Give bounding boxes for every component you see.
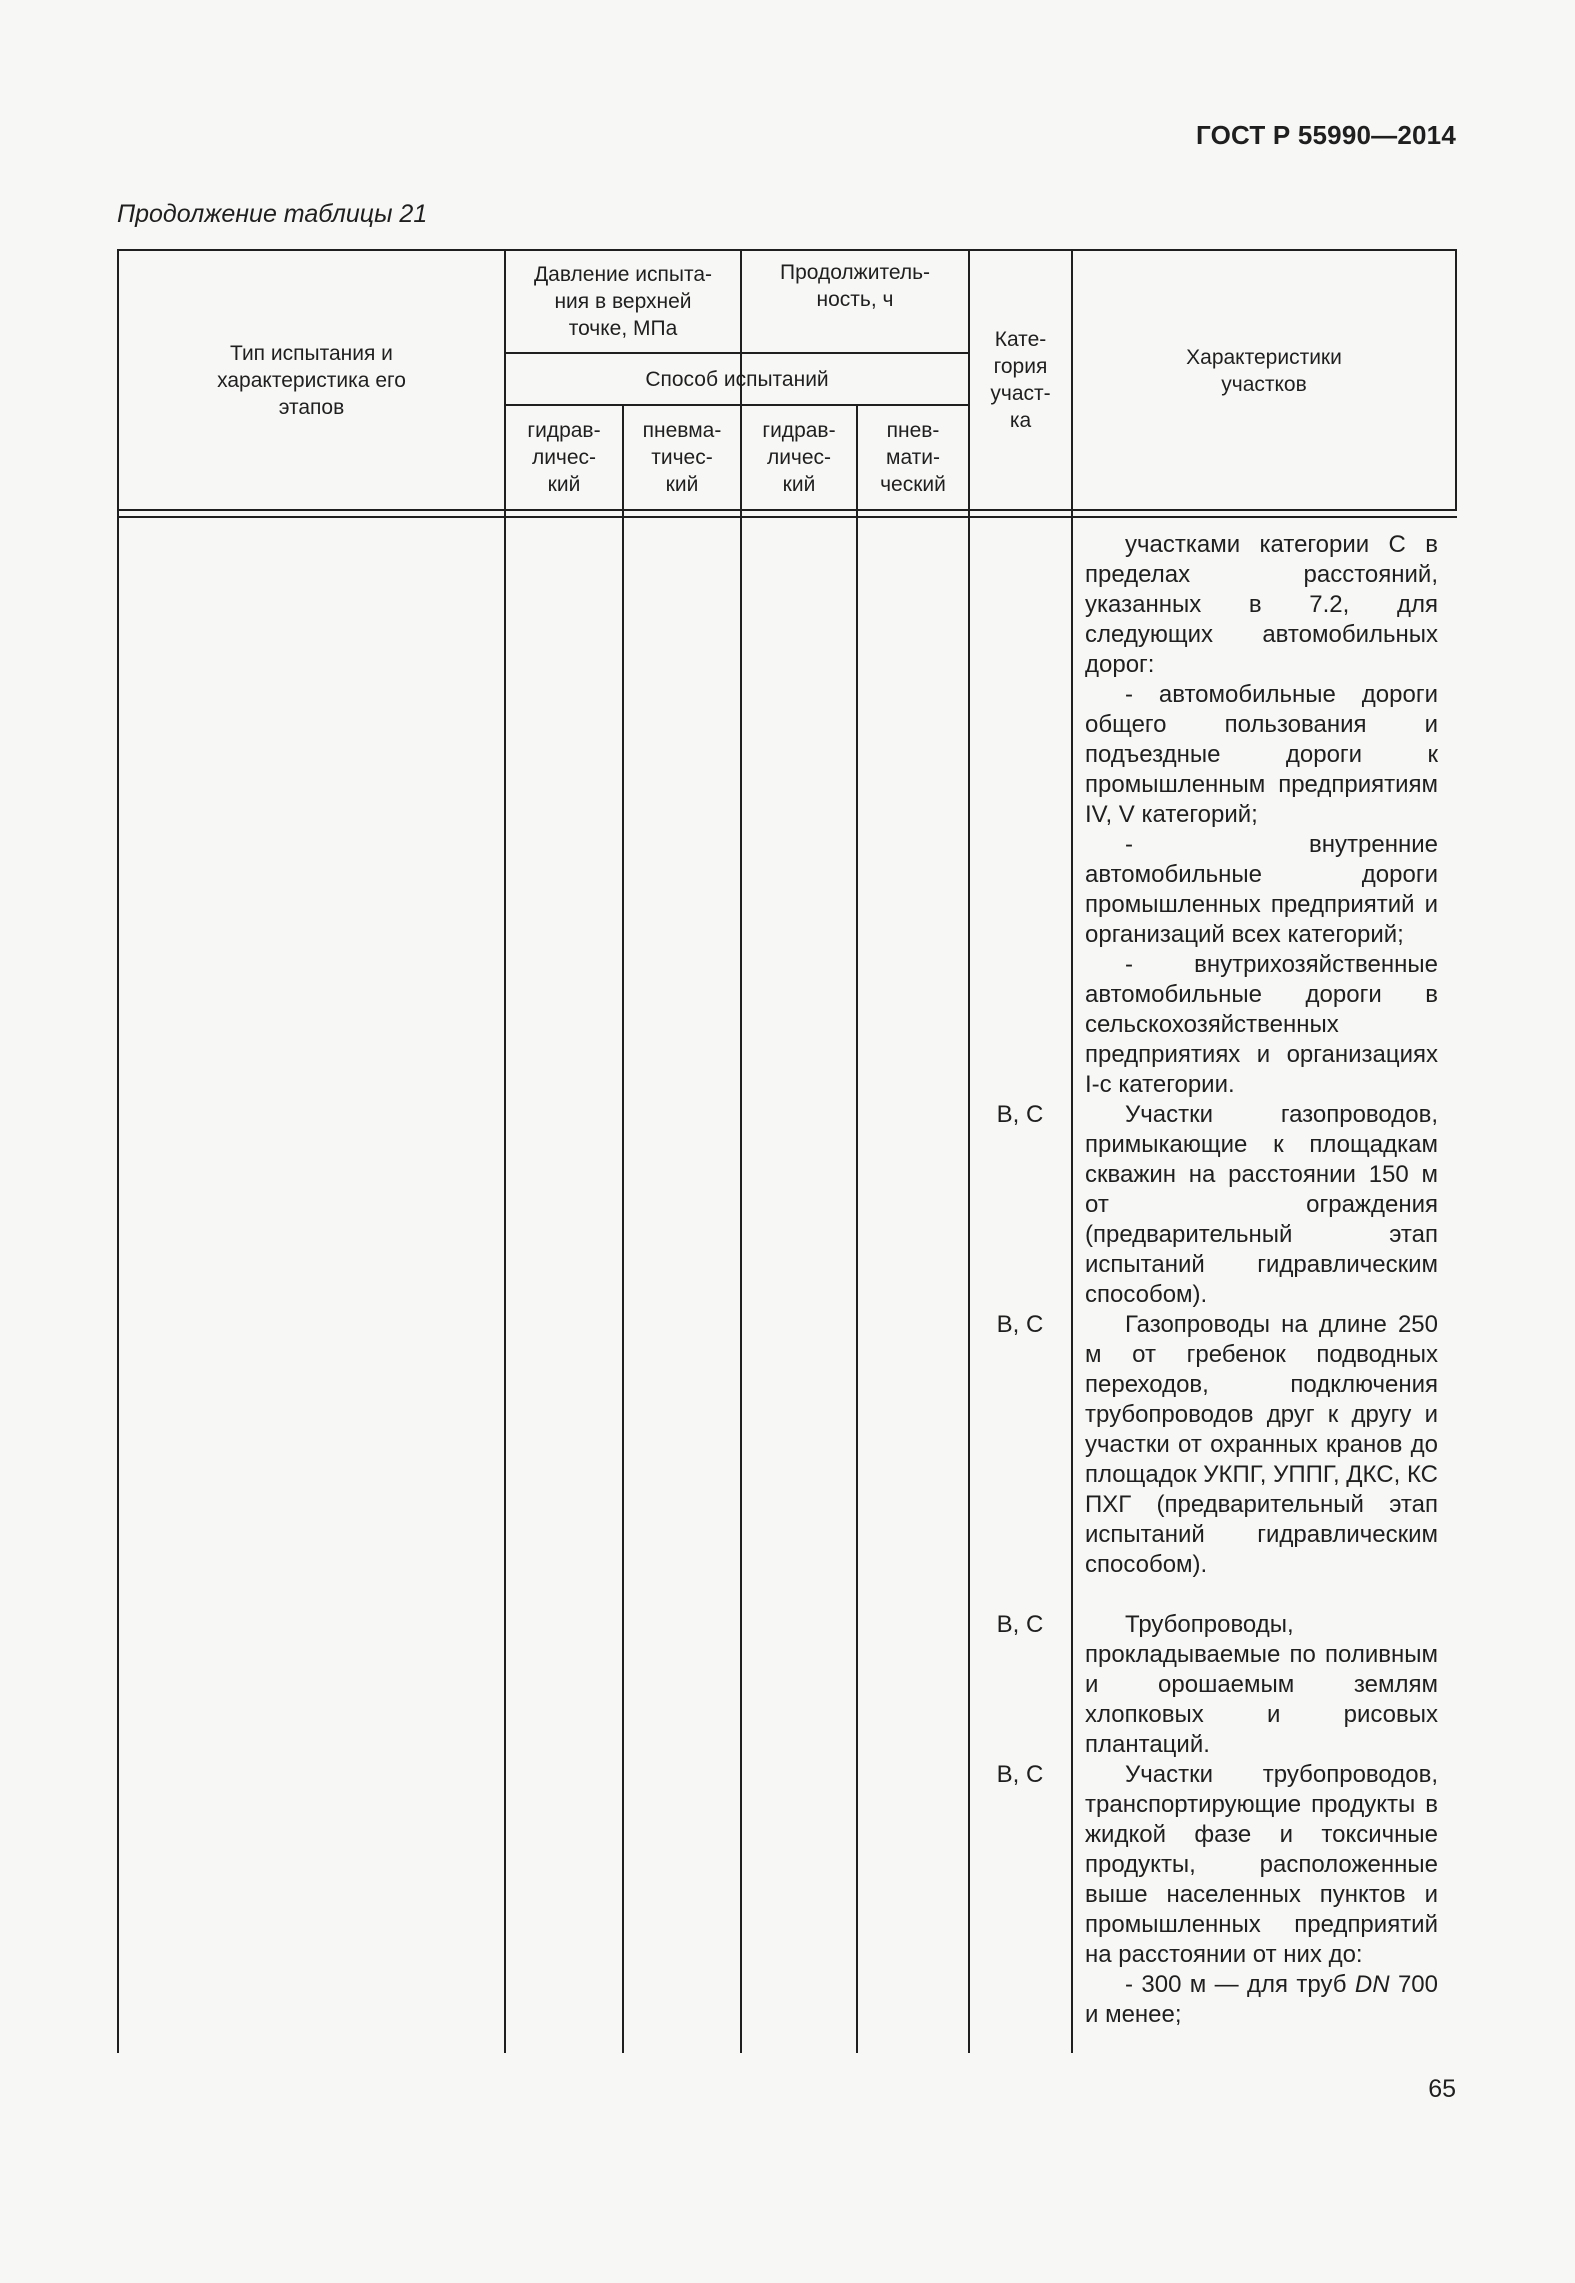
page-number: 65 — [1428, 2075, 1456, 2103]
paragraph: Участки газопроводов, примыкающие к площадкам скважин на расстоянии 150 м от ограждения (предварительный этап испытаний гидравлическим способом). — [1085, 1101, 1438, 1308]
header-hydraulic-duration: гидрав- личес- кий — [762, 419, 836, 496]
list-item: - внутренние автомобильные дороги промышленных предприятий и организаций всех категорий; — [1085, 831, 1438, 948]
header-bottom-border-1 — [117, 509, 1457, 511]
header-pressure: Давление испыта- ния в верхней точке, МПа — [533, 263, 713, 340]
list-item: - внутрихозяйственные автомобильные дороги в сельскохозяйственных предприятиях и организациях I-с категории. — [1085, 951, 1438, 1098]
table-row-category: В, С — [996, 1611, 1044, 1638]
table-row-characteristics — [1085, 1760, 1438, 2030]
header-test-type: Тип испытания и характеристика его этапов — [217, 341, 406, 419]
table-row-category: В, С — [996, 1101, 1044, 1128]
paragraph: участками категории С в пределах расстояний, указанных в 7.2, для следующих автомобильных дорог: — [1085, 531, 1438, 678]
header-duration: Продолжитель- ность, ч — [779, 261, 931, 311]
table-row-category: В, С — [996, 1761, 1044, 1788]
col-divider-1 — [504, 249, 506, 2053]
header-pneumatic-duration: пнев- мати- ческий — [880, 419, 946, 496]
list-item-text: - 300 м — для труб — [1125, 1971, 1355, 1998]
header-characteristics: Характеристики участков — [1186, 346, 1342, 396]
table-row-characteristics — [1085, 530, 1438, 1100]
table-row-characteristics — [1085, 1610, 1438, 1760]
table-right-border — [1455, 249, 1457, 511]
paragraph: Трубопроводы, прокладываемые по поливным и орошаемым землям хлопковых и рисовых плантаций. — [1085, 1611, 1438, 1758]
col-divider-3 — [740, 249, 742, 2053]
table-caption: Продолжение таблицы 21 — [117, 200, 428, 228]
document-code: ГОСТ Р 55990—2014 — [1196, 120, 1456, 150]
paragraph: Участки трубопроводов, транспортирующие продукты в жидкой фазе и токсичные продукты, расположенные выше населенных пунктов и промышленных предприятий на расстоянии от них до: — [1085, 1761, 1438, 1968]
header-hydraulic-pressure: гидрав- личес- кий — [527, 419, 601, 496]
table-row-characteristics — [1085, 1100, 1438, 1310]
table-left-border — [117, 249, 119, 2053]
col-divider-2 — [622, 404, 624, 2053]
list-item-text: 700 и менее; — [1085, 1971, 1438, 2028]
dn-symbol: DN — [1354, 1971, 1390, 1998]
header-bottom-border-2 — [117, 516, 1457, 518]
table-row-category: В, С — [996, 1311, 1044, 1338]
header-test-method: Способ испытаний — [645, 367, 829, 391]
header-pneumatic-pressure: пневма- тичес- кий — [642, 419, 722, 496]
paragraph: Газопроводы на длине 250 м от гребенок подводных переходов, подключения трубопроводов друг к другу и участки от охранных кранов до площадок УКПГ, УППГ, ДКС, КС ПХГ (предварительный этап испытаний гидравлическим способом). — [1085, 1311, 1438, 1578]
list-item — [1085, 1970, 1438, 2030]
col-divider-4 — [856, 404, 858, 2053]
list-item: - автомобильные дороги общего пользования и подъездные дороги к промышленным предприятиям IV, V категорий; — [1085, 681, 1438, 828]
table-row-characteristics — [1085, 1310, 1438, 1580]
header-category: Кате- гория участ- ка — [990, 328, 1051, 432]
